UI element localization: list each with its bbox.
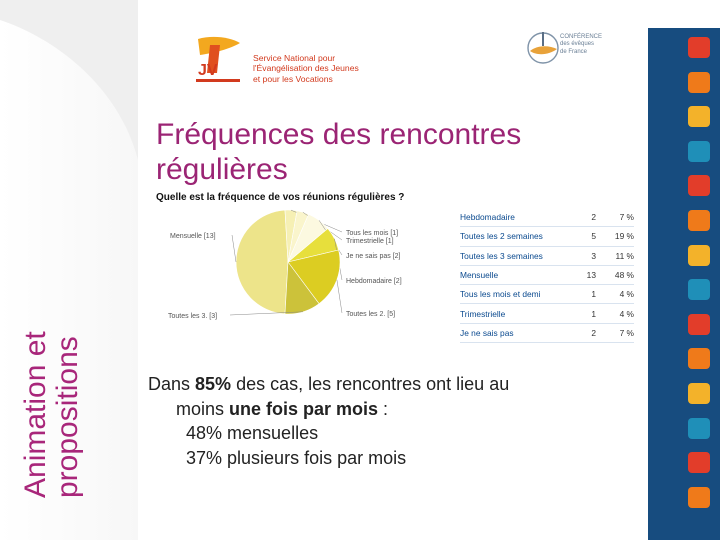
pie-slice-label: Toutes les 3. [3]: [168, 313, 218, 320]
pie-slice-label: Hebdomadaire [2]: [346, 278, 402, 285]
table-cell-label: Je ne sais pas: [460, 327, 514, 338]
table-cell-percent: 48 %: [614, 270, 634, 281]
section-title-vertical: [20, 331, 84, 498]
table-cell-percent: 11 %: [615, 250, 634, 261]
table-row: [460, 266, 634, 285]
table-cell-label: Hebdomadaire: [460, 212, 515, 223]
decorative-square: [688, 245, 710, 266]
jv-logo-text: JV: [198, 62, 218, 79]
decorative-square: [688, 106, 710, 127]
table-cell-count: 13: [586, 270, 596, 281]
summary-several-per-month: 37% plusieurs fois par mois: [186, 447, 407, 468]
summary-text: [148, 372, 628, 470]
decorative-square: [688, 314, 710, 335]
decorative-square: [688, 72, 710, 93]
jv-tagline-line: Service National pour: [253, 53, 336, 63]
decorative-square: [688, 141, 710, 162]
decorative-square: [688, 383, 710, 404]
decorative-square: [688, 37, 710, 58]
pie-chart: [160, 205, 460, 335]
summary-monthly: 48% mensuelles: [186, 423, 319, 443]
jv-tagline-line: et pour les Vocations: [253, 73, 333, 84]
pie-slice-label: Mensuelle [13]: [170, 233, 216, 240]
table-cell-percent: 4 %: [619, 289, 634, 300]
summary-line-2: moins une fois par mois :: [176, 398, 389, 419]
table-cell-label: Mensuelle: [460, 270, 499, 281]
table-cell-count: 3: [591, 250, 596, 261]
decorative-square: [688, 175, 710, 196]
section-title-line1: Animation et: [19, 331, 52, 498]
jv-tagline-line: l'Évangélisation des Jeunes: [253, 63, 359, 74]
jv-tagline: [253, 53, 359, 84]
summary-line-1: Dans 85% des cas, les rencontres ont lieu au: [148, 374, 510, 394]
table-cell-percent: 7 %: [619, 212, 634, 223]
pie-slice-label: Je ne sais pas [2]: [346, 253, 401, 260]
pie-slice: [236, 210, 288, 314]
table-cell-label: Tous les mois et demi: [460, 289, 541, 300]
table-cell-count: 2: [591, 327, 596, 338]
table-row: [460, 208, 634, 227]
pie-slice-label: Trimestrielle [1]: [346, 238, 394, 245]
table-cell-count: 2: [591, 212, 596, 223]
decorative-squares: [688, 37, 710, 521]
table-cell-percent: 19 %: [614, 231, 634, 242]
decorative-square: [688, 348, 710, 369]
pie-leader-line: [337, 280, 342, 313]
decorative-square: [688, 418, 710, 439]
cef-text-line: de France: [560, 48, 588, 55]
table-cell-count: 1: [591, 308, 596, 319]
table-cell-label: Toutes les 2 semaines: [460, 231, 543, 242]
section-title-line2: propositions: [51, 336, 84, 498]
cef-text-line: CONFÉRENCE: [560, 34, 603, 40]
decorative-square: [688, 279, 710, 300]
table-cell-percent: 7 %: [619, 327, 634, 338]
table-row: [460, 285, 634, 304]
table-row: [460, 227, 634, 246]
table-cell-count: 1: [591, 289, 596, 300]
table-row: [460, 324, 634, 343]
pie-leader-line: [232, 235, 236, 262]
frequency-table: [460, 208, 634, 343]
slide-title: Fréquences des rencontres régulières: [156, 118, 522, 186]
decorative-square: [688, 452, 710, 473]
table-cell-label: Trimestrielle: [460, 308, 506, 319]
table-cell-label: Toutes les 3 semaines: [460, 250, 543, 261]
table-row: [460, 304, 634, 323]
pie-slice-label: Tous les mois [1]: [346, 230, 399, 237]
pie-slice-label: Toutes les 2. [5]: [346, 311, 396, 318]
table-row: [460, 247, 634, 266]
cef-logo-text: [560, 34, 602, 56]
jv-logo: [190, 33, 246, 85]
decorative-square: [688, 210, 710, 231]
chart-title: Quelle est la fréquence de vos réunions régulières ?: [156, 192, 405, 203]
table-cell-count: 5: [591, 231, 596, 242]
table-cell-percent: 4 %: [619, 308, 634, 319]
decorative-square: [688, 487, 710, 508]
cef-text-line: des évêques: [560, 41, 595, 48]
